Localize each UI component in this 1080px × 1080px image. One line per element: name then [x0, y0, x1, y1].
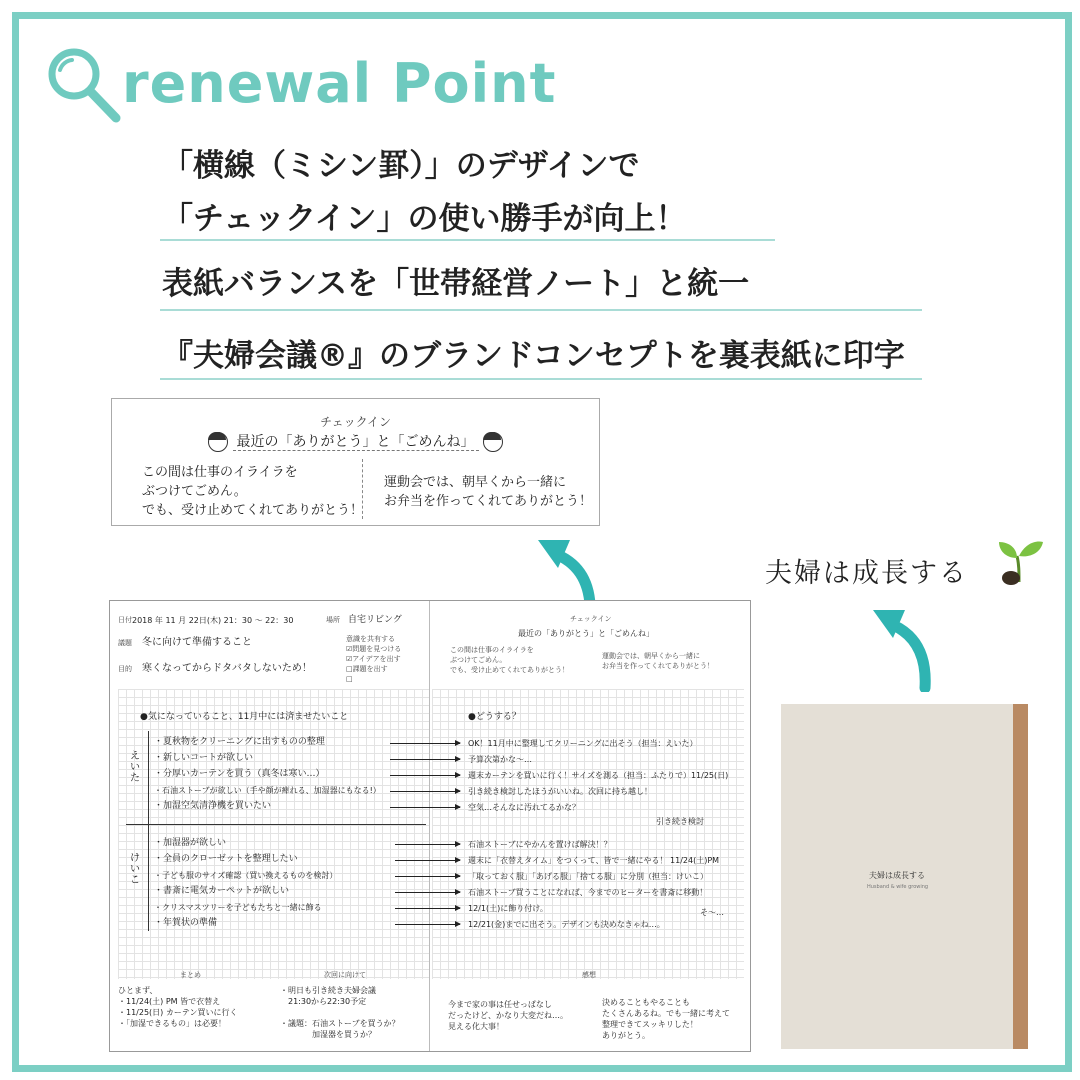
- notebook-cover: [781, 704, 1028, 1049]
- vertical-rule: [148, 731, 149, 931]
- arrow: [390, 743, 460, 744]
- list-item: ・加湿空気清浄機を買いたい: [154, 801, 272, 811]
- page-title: renewal Point: [122, 52, 557, 115]
- husband-face-icon: [208, 432, 228, 452]
- list-item: ・夏秋物をクリーニングに出すものの整理: [154, 737, 325, 747]
- answer-item: 「取っておく服」「あげる服」「捨てる服」に分別（担当：けいこ）: [468, 872, 708, 881]
- arrow: [390, 791, 460, 792]
- horizontal-rule: [126, 824, 426, 825]
- checkbox-item: □: [346, 675, 353, 683]
- goal-label: 目的: [118, 665, 132, 673]
- checkbox-item: ☑アイデアを出す: [346, 655, 401, 663]
- nb-checkin-header: チェックイン: [570, 615, 612, 623]
- divider: [160, 239, 775, 241]
- wife-face-icon: [483, 432, 503, 452]
- answer-item: 週末カーテンを買いに行く！サイズを測る（担当：ふたりで）11/25(日): [468, 771, 729, 780]
- center-fold: [429, 601, 430, 1051]
- point-line-4: 『夫婦会議®』のブランドコンセプトを裏表紙に印字: [162, 338, 905, 374]
- arrow: [390, 775, 460, 776]
- divider: [160, 309, 922, 311]
- place-value: 自宅リビング: [348, 615, 402, 625]
- checkbox-item: □課題を出す: [346, 665, 388, 673]
- summary-label: まとめ: [180, 971, 201, 979]
- notebook-spread: [109, 600, 751, 1052]
- list-item: ・子ども服のサイズ確認（買い換えるものを検討）: [154, 871, 338, 880]
- person-b-label: けいこ: [130, 853, 140, 886]
- grid-area-right: [432, 689, 744, 979]
- answer-item: 石油ストーブにやかんを置けば解決！？: [468, 840, 612, 849]
- next-text: ・明日も引き続き夫婦会議 21:30から22:30予定 ・議題：石油ストーブを買うか？ 加湿器を買うか？: [280, 986, 400, 1039]
- list-item: ・年賀状の準備: [154, 918, 218, 928]
- magnifier-icon: [42, 44, 126, 128]
- answer-item: 石油ストーブ買うことになれば、今までのヒーターを書斎に移動！: [468, 888, 708, 897]
- place-label: 場所: [326, 616, 340, 624]
- checkbox-item: 意識を共有する: [346, 635, 395, 643]
- point-line-1: 「横線（ミシン罫）」のデザインで: [162, 148, 640, 184]
- grid-area-left: [118, 689, 430, 979]
- checkin-left-text: この間は仕事のイライラを ぶつけてごめん。 でも、受け止めてくれてありがとう！: [142, 465, 364, 518]
- thoughts-label: 感想: [582, 971, 596, 979]
- theme-value: 冬に向けて準備すること: [142, 637, 252, 648]
- arrow: [390, 807, 460, 808]
- theme-label: 議題: [118, 639, 132, 647]
- answer-item: 引き続き検討したほうがいいね。次回に持ち越し！: [468, 787, 652, 796]
- section-right-title: ●どうする？: [468, 712, 521, 722]
- divider: [160, 378, 922, 380]
- list-item: ・加湿器が欲しい: [154, 838, 227, 848]
- cover-title: 夫婦は成長する: [869, 871, 925, 880]
- sprout-icon: [995, 536, 1047, 586]
- answer-item: 12/1(土)に飾り付け。: [468, 904, 548, 913]
- caption-text: 夫婦は成長する: [765, 558, 968, 589]
- checkin-card: [111, 398, 600, 526]
- checkin-question: 最近の「ありがとう」と「ごめんね」: [233, 434, 479, 451]
- curved-arrow-icon: [855, 600, 945, 692]
- section-left-title: ●気になっていること、11月中には済ませたいこと: [140, 712, 349, 722]
- summary-text: ひとまず、 ・11/24(土) PM 皆で衣替え ・11/25(日) カーテン買いに行く ・「加湿できるもの」は必要！: [118, 986, 238, 1028]
- list-item: ・クリスマスツリーを子どもたちと一緒に飾る: [154, 903, 322, 912]
- thought-b: 決めることもやることも たくさんあるね。でも一緒に考えて 整理できてスッキリした！ ありがとう。: [602, 998, 730, 1040]
- answer-item: 空気…そんなに汚れてるかな？: [468, 803, 580, 812]
- cover-subtitle: Husband & wife growing: [867, 884, 929, 890]
- point-line-3: 表紙バランスを「世帯経営ノート」と統一: [162, 266, 750, 302]
- list-item: ・書斎に電気カーペットが欲しい: [154, 886, 290, 896]
- nb-checkin-question: 最近の「ありがとう」と「ごめんね」: [518, 629, 654, 638]
- checkin-right-text: 運動会では、朝早くから一緒に お弁当を作ってくれてありがとう！: [384, 475, 593, 509]
- list-item: ・新しいコートが欲しい: [154, 753, 254, 763]
- arrow: [395, 908, 460, 909]
- list-item: ・分厚いカーテンを買う（真冬は寒い…）: [154, 769, 325, 779]
- list-item: ・石油ストーブが欲しい（手や顔が痺れる、加湿器にもなる!）: [154, 786, 381, 795]
- answer-item: 12/21(金)までに出そう。デザインも決めなきゃね…。: [468, 920, 665, 929]
- answer-item: 予算次第かな〜…: [468, 755, 532, 764]
- aside-note: そ〜…: [700, 908, 724, 917]
- arrow: [395, 924, 460, 925]
- cover-caption: [765, 551, 968, 590]
- list-item: ・全員のクローゼットを整理したい: [154, 854, 298, 864]
- checkin-header: チェックイン: [319, 415, 392, 429]
- arrow: [395, 860, 460, 861]
- date-label: 日付: [118, 616, 132, 624]
- date-value: 2018 年 11 月 22日(木) 21：30 〜 22：30: [132, 616, 294, 625]
- person-a-label: えいた: [130, 751, 140, 784]
- goal-value: 寒くなってからドタバタしないため！: [142, 663, 312, 674]
- answer-item: 週末に「衣替えタイム」をつくって、皆で一緒にやる！ 11/24(土)PM: [468, 856, 720, 865]
- carryover-note: 引き続き検討: [656, 817, 704, 826]
- cover-spine: [1013, 704, 1028, 1049]
- checkbox-item: ☑問題を見つける: [346, 645, 402, 653]
- arrow: [395, 892, 460, 893]
- arrow: [395, 844, 460, 845]
- nb-checkin-left: この間は仕事のイライラを ぶつけてごめん。 でも、受け止めてくれてありがとう！: [450, 646, 569, 674]
- arrow: [395, 876, 460, 877]
- next-label: 次回に向けて: [324, 971, 366, 979]
- nb-checkin-right: 運動会では、朝早くから一緒に お弁当を作ってくれてありがとう！: [602, 652, 714, 670]
- point-line-2: 「チェックイン」の使い勝手が向上！: [162, 201, 687, 237]
- answer-item: OK！11月中に整理してクリーニングに出そう（担当：えいた）: [468, 739, 698, 748]
- thought-a: 今まで家の事は任せっぱなし だったけど、かなり大変だね…。 見える化大事！: [448, 1000, 568, 1031]
- arrow: [390, 759, 460, 760]
